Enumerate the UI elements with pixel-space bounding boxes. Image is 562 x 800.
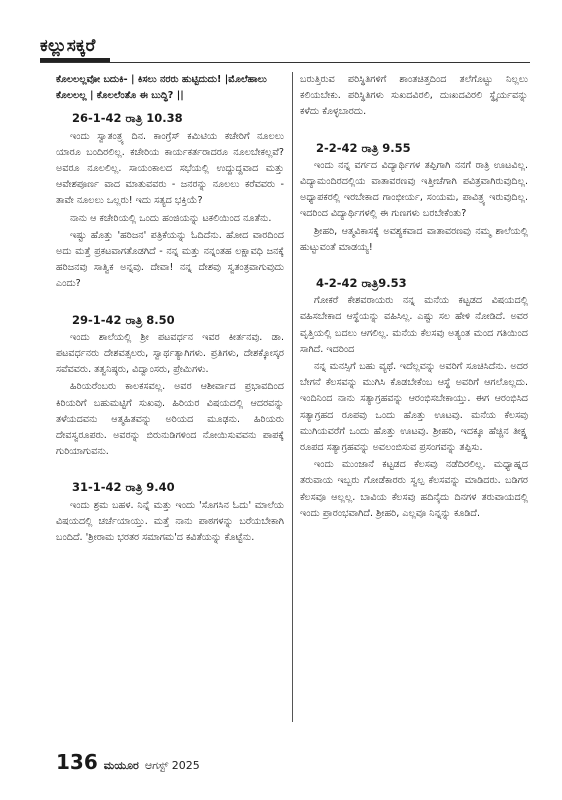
entry-date: 29-1-42 ರಾತ್ರಿ 8.50 (72, 312, 175, 327)
page-header (40, 36, 530, 56)
entry-paragraph: ಶ್ರೀಹರಿ, ಆತ್ಮವಿಕಾಸಕ್ಕೆ ಅವಶ್ಯಕವಾದ ವಾತಾವರಣವು ನಮ್ಮ ಶಾಲೆಯಲ್ಲಿ ಹುಟ್ಟುವಂತೆ ಮಾಡಯ್ಯ! (300, 225, 528, 253)
spacer (300, 257, 528, 271)
entry-paragraph: ನಾನು ಆ ಕಚೇರಿಯಲ್ಲಿ ಒಂದು ಹಂಜಿಯನ್ನು ಟಕಲಿಯಿಂದ ನೂತೆನು. (70, 212, 272, 224)
intro-verse: ಕೊಲಲಲ್ಲವೋ ಬದುಕಿ- | ಕಿಸಲು ನರರು ಹುಟ್ಟಿದುದು! |ಮೊಲೆಹಾಲು ಕೊಲಲಲ್ಲ | ಕೊಲಲೆಂತೊ ಈ ಬುದ್ಧಿ? || (56, 74, 267, 102)
entry-date: 31-1-42 ರಾತ್ರಿ 9.40 (72, 480, 175, 495)
left-column (56, 72, 284, 547)
entry-date: 2-2-42 ರಾತ್ರಿ 9.55 (316, 140, 411, 155)
entry-paragraph: ನನ್ನ ಮನಸ್ಸಿಗೆ ಬಹು ವ್ಯಥೆ. ಇದೆಲ್ಲವನ್ನು ಅವರಿಗೆ ಸೂಚಿಸಿದೆನು. ಅದರ ಬೇಗನೆ ಕೆಲಸವನ್ನು ಮುಗಿಸಿ ಕೊಡಬೇಕೆಂಬ ಆಸ್ಥೆ ಅವರಿಗೆ ಆಗಲೊಲ್ಲದು. ಇಂದಿನಿಂದ ನಾನು ಸತ್ಯಾಗ್ರಹವನ್ನು ಆರಂಭಿಸಬೇಕಾಯ್ತು. ಈಗ ಆರಂಭಿಸಿದ ಸತ್ಯಾಗ್ರಹದ ರೂಪವು ಒಂದು ಹೊತ್ತು ಊಟವು. ಮನೆಯ ಕೆಲಸವು ಮುಗಿಯವರೆಗೆ ಒಂದು ಹೊತ್ತು ಊಟವು. ಶ್ರೀಹರಿ, ಇದಕ್ಕೂ ಹೆಚ್ಚಿನ ತೀಕ್ಷ್ಣ ರೂಪದ ಸತ್ಯಾಗ್ರಹವನ್ನು ಅವಲಂಬಿಸುವ ಪ್ರಸಂಗವನ್ನು ತಪ್ಪಿಸು. (300, 361, 528, 454)
spacer (300, 122, 528, 136)
entry-paragraph: ಇಂದು ಶಾಲೆಯಲ್ಲಿ ಶ್ರೀ ಪಟವರ್ಧನ ಇವರ ಕೀರ್ತನವು. ಡಾ. ಪಟವರ್ಧನರು ದೇಶವತ್ಸಲರು, ಸ್ವಾರ್ಥತ್ಯಾಗಿಗಳು. ಪ್ರತಿಗಳು, ದೇಶಕ್ಕೋಸ್ಕರ ಸವೆವವರು. ತತ್ವನಿಷ್ಠರು, ವಿದ್ವಾಂಸರು, ಪ್ರೇಮಿಗಳು. (56, 331, 284, 376)
entry-paragraph: ಇಂದು ನನ್ನ ವರ್ಗದ ವಿದ್ಯಾರ್ಥಿಗಳ ತಪ್ಪಿಗಾಗಿ ನನಗೆ ರಾತ್ರಿ ಊಟವಿಲ್ಲ. ವಿದ್ಯಾಮಂದಿರದಲ್ಲಿಯ ವಾತಾವರಣವು ಇತ್ತೀಚೆಗಾಗಿ ಪವಿತ್ರವಾಗಿರುವುದಿಲ್ಲ. ಅಧ್ಯಾಪಕರಲ್ಲಿ ಇರಬೇಕಾದ ಗಾಂಭೀರ್ಯ, ಸಂಯಮ, ಪಾವಿತ್ರ್ಯ ಇರುವುದಿಲ್ಲ. ಇದರಿಂದ ವಿದ್ಯಾರ್ಥಿಗಳಲ್ಲಿ ಈ ಗುಣಗಳು ಬರಬೇಕೆಂತು? (300, 159, 528, 220)
spacer (56, 461, 284, 475)
header-rule (40, 62, 530, 63)
magazine-name: ಮಯೂರ (103, 759, 139, 772)
entry-paragraph: ಇಂದು ಮುಂಜಾನೆ ಕಟ್ಟಡದ ಕೆಲಸವು ನಡೆದಿರಲಿಲ್ಲ. ಮಧ್ಯಾಹ್ನದ ತರುವಾಯ ಇಬ್ಬರು ಗೋಡೆಕಾರರು ಸ್ವಲ್ಪ ಕೆಲಸವನ್ನು ಮಾಡಿದರು. ಬಡಿಗರ ಕೆಲಸವೂ ಆಲ್ಲಲ್ಲ. ಬಾವಿಯ ಕೆಲಸವು ಹದಿನೈದು ದಿನಗಳ ತರುವಾಯದಲ್ಲಿ ಇಂದು ಪ್ರಾರಂಭವಾಗಿದೆ. ಶ್ರೀಹರಿ, ಎಲ್ಲವೂ ನಿನ್ನನ್ನು ಕೂಡಿದೆ. (300, 459, 528, 519)
continued-paragraph: ಬರುತ್ತಿರುವ ಪರಿಸ್ಥಿತಿಗಳಿಗೆ ಶಾಂತಚಿತ್ತದಿಂದ ತಲೆಗೊಟ್ಟು ನಿಲ್ಲಲು ಕಲಿಯಬೇಕು. ಪರಿಸ್ಥಿತಿಗಳು ಸುಖದವಿರಲಿ, ದುಃಖದವಿರಲಿ ಸ್ಥೈರ್ಯವನ್ನು ಕಳೆದು ಕೊಳ್ಳಬಾರದು. (300, 74, 528, 118)
entry-paragraph: ಇಂದು ಶ್ರಮ ಬಹಳ. ನಿನ್ನೆ ಮತ್ತು ಇಂದು 'ಸೊಗಸಿನ ಓದು' ಮಾಲೆಯ ವಿಷಯದಲ್ಲಿ ಚರ್ಚೆಯಾಯ್ತು. ಮತ್ತೆ ನಾನು ಪಾಠಗಳನ್ನು ಬರೆಯಬೇಕಾಗಿ ಬಂದಿದೆ. 'ಶ್ರೀರಾಮ ಭರತರ ಸಮಾಗಮ'ದ ಕವಿತೆಯನ್ನು ಕೊಟ್ಟೆನು. (56, 499, 284, 544)
entry-paragraph: ಗೋಕರೆ ಕೇಶವರಾಯರು ನನ್ನ ಮನೆಯ ಕಟ್ಟಡದ ವಿಷಯದಲ್ಲಿ ವಹಿಸಬೇಕಾದ ಆಸ್ಥೆಯನ್ನು ವಹಿಸಿಲ್ಲ. ಎಷ್ಟು ಸಲ ಹೇಳಿ ನೋಡಿದೆ. ಅವರ ವೃತ್ತಿಯಲ್ಲಿ ಬದಲು ಆಗಲಿಲ್ಲ. ಮನೆಯ ಕೆಲಸವು ಅತ್ಯಂತ ಮಂದ ಗತಿಯಿಂದ ಸಾಗಿದೆ. ಇದರಿಂದ (300, 295, 528, 355)
section-title: ಕಲ್ಲುಸಕ್ಕರೆ (40, 36, 96, 56)
entry-date: 26-1-42 ರಾತ್ರಿ 10.38 (72, 111, 183, 126)
entry-paragraph: ಇಂದು ಸ್ವಾತಂತ್ರ್ಯ ದಿನ. ಕಾಂಗ್ರೆಸ್ ಕಮಿಟಿಯ ಕಚೇರಿಗೆ ನೂಲಲು ಯಾರೂ ಬಂದಿರಲಿಲ್ಲ. ಕಚೇರಿಯ ಕಾರ್ಯಕರ್ತರಾದರೂ ನೂಲಬೇಕಲ್ಲವೆ? ಅವರೂ ನೂಲಲಿಲ್ಲ. ಸಾಯಂಕಾಲದ ಸಭೆಯಲ್ಲಿ ಉದ್ದುದ್ದವಾದ ಮತ್ತು ಆವೇಶಪೂರ್ಣ ವಾದ ಮಾತುವವರು - ಜನರನ್ನು ನೂಲಲು ಕರೆವವರು - ತಾವೇ ನೂಲಲು ಒಲ್ಲರು! ಇದು ಸತ್ಯದ ಭಕ್ತಿಯೆ? (56, 130, 284, 207)
entry-paragraph: ಇಷ್ಟು ಹೊತ್ತು 'ಹರಿಜನ' ಪತ್ರಿಕೆಯನ್ನು ಓದಿದೆನು. ಹೋದ ವಾರದಿಂದ ಅದು ಮತ್ತೆ ಪ್ರಕಟವಾಗತೊಡಗಿದೆ - ನನ್ನ ಮತ್ತು ನನ್ನಂತಹ ಲಕ್ಷಾವಧಿ ಜನಕ್ಕೆ ಹರಿಜನವು ಸಾತ್ವಿಕ ಅನ್ನವು. ದೇವಾ! ನನ್ನ ದೇಶವು ಸ್ವತಂತ್ರವಾಗುವುದು ಎಂದು? (56, 229, 284, 290)
column-divider (292, 72, 293, 722)
entry-paragraph: ಹಿರಿಯರೆಂಬರು ಕಾಲಕಸವಲ್ಲ. ಅವರ ಆಶೀರ್ವಾದ ಪ್ರಭಾವದಿಂದ ಕಿರಿಯರಿಗೆ ಬಹುಮಟ್ಟಿಗೆ ಸುಖವು. ಹಿರಿಯರ ವಿಷಯದಲ್ಲಿ ಆದರವನ್ನು ತಳೆಯದವನು ಆತ್ಮಹಿತವನ್ನು ಅರಿಯದ ಮೂಢನು. ಹಿರಿಯರು ದೇವಸ್ವರೂಪರು. ಅವರನ್ನು ಬಿರುನುಡಿಗಳಿಂದ ನೋಯಿಸುವವನು ಪಾಪಕ್ಕೆ ಗುರಿಯಾಗುವನು. (56, 381, 284, 458)
entry-date: 4-2-42 ರಾತ್ರಿ9.53 (316, 276, 407, 291)
issue-date: ಆಗಸ್ಟ್ 2025 (144, 759, 200, 772)
right-column (300, 72, 528, 523)
spacer (56, 294, 284, 308)
page-number: 136 (56, 750, 98, 774)
page-footer (56, 750, 200, 774)
